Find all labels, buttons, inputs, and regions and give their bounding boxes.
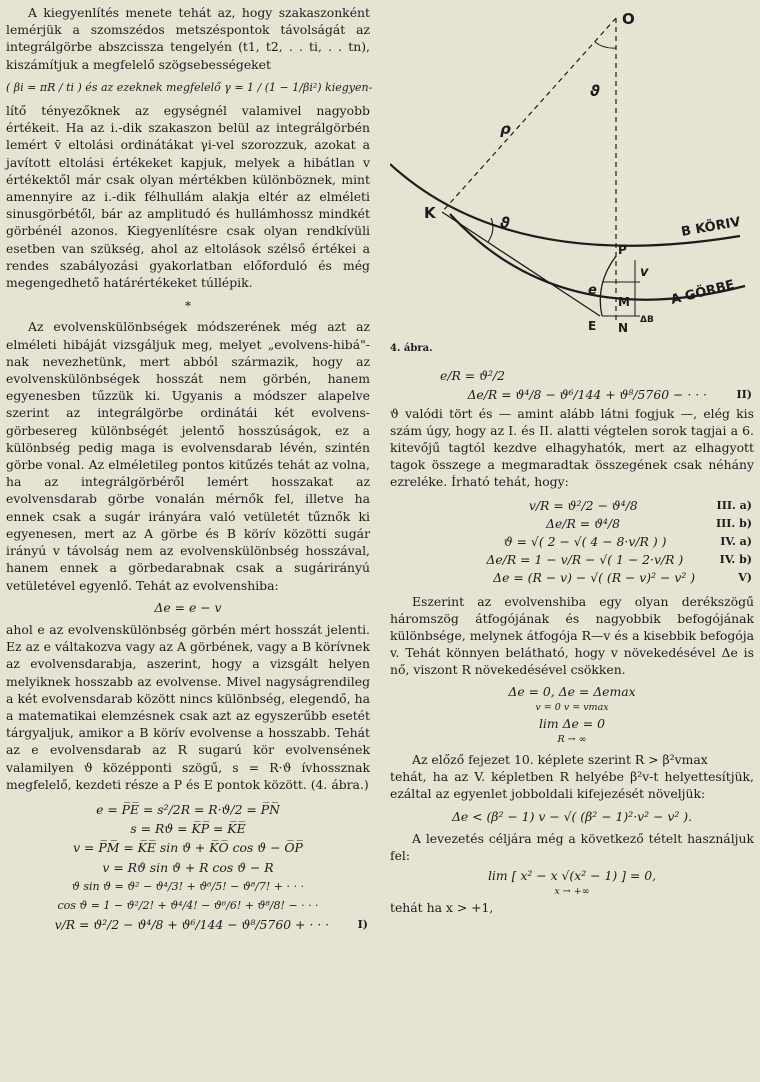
equation-IVa: ϑ = √( 2 − √( 4 − 8·v/R ) ) xyxy=(503,534,667,550)
paragraph-2: Az evolvenskülönbségek módszerének még azt az elméleti hibáját vizsgáljuk meg, melyet „evolvens-hibá"-nak nevezhetünk, mert abból származik, hogy az evolvenskülönbségek hosszát nem görbén, hanem egyenesben tűzzük ki. Ugyanis a módszer alapelve szerint az integrálgörbe ordinátái két evolvens-görbesereg különbségét jelentő hosszúságok, ez a különbség pedig maga is evolvensdarab lévén, szintén görbe vonal. Az elméletileg pontos kitűzés tehát az volna, ha az integrálgörbéről lemért hosszakat az evolvensdarab görbe vonalán mérnők fel, illetve ha ennek csak a sugár irányára való vetületét tűznők ki egyenesen, mert az A görbe és B körív közötti sugár irányú v távolság nem az evolvenskülönbség hosszával, hanem ennek a görbedarabnak csak a sugárirányú vetületével egyenlő. Tehát az evolvenshiba: xyxy=(6,319,370,593)
equation-V-tag: V) xyxy=(738,571,752,585)
equation-IIIa: v/R = ϑ²/2 − ϑ⁴/8 xyxy=(528,497,638,513)
label-theta-o: ϑ xyxy=(590,82,600,100)
label-v: v xyxy=(640,265,649,280)
equation-B2: lim Δe = 0 xyxy=(538,715,606,731)
tangent-ke xyxy=(442,212,600,316)
paragraph-3: ahol e az evolvenskülönbség görbén mért hosszát jelenti. Ez az e váltakozva vagy az A görbének, vagy a B körívnek az evolvensdarabja, aszerint, hogy a vizsgált helyen melyiknek hosszabb az evolvense. Mivel nagyságrendileg a két evolvensdarab között nincs különbség, elegendő, ha a matematikai elemzésnek csak azt az egyszerűbb esetét tárgyaljuk, amikor a B körív evolvense a hosszabb. Tehát az e evolvensdarab az R sugarú kör evolvensének valamilyen ϑ középponti szögű, s = R·ϑ ívhossznak megfelelő, kezdeti része a P és E pontok között. (4. ábra.) xyxy=(6,621,370,792)
equation-IVb: Δe/R = 1 − v/R − √( 1 − 2·v/R ) xyxy=(486,552,684,568)
equation-I-row xyxy=(6,916,370,933)
paragraph-1: A kiegyenlítés menete tehát az, hogy szakaszonként lemérjük a szomszédos metszéspontok távolságát az integrálgörbe abszcissza tengelyén (t1, t2, . . ti, . . tn), kiszámítjuk a megfelelő szögsebességeket xyxy=(6,5,370,72)
equation-V: Δe = (R − v) − √( (R − v)² − v² ) xyxy=(493,570,696,586)
paragraph-7: A levezetés céljára még a következő tételt használjuk fel: xyxy=(390,830,754,864)
paragraph-5: Eszerint az evolvenshiba egy olyan derékszögű háromszög átfogójának és nagyobbik befogójának különbsége, melynek átfogója R—v és a kisebbik befogója v. Tehát könnyen belátható, hogy v növekedésével Δe is nő, viszont R növekedésével csökken. xyxy=(390,593,754,678)
right-column xyxy=(390,4,754,917)
equation-IIIb: Δe/R = ϑ⁴/8 xyxy=(546,515,620,531)
paragraph-1-cont: lítő tényezőknek az egységnél valamivel nagyobb értékeit. Ha az i.-dik szakaszon belül az integrálgörbén lemért v̄ eltolási ordinátákat γi-vel szorozzuk, azokat a javított eltolási értékeket kapjuk, melyek a hibátlan v értékektől már csak olyan mértékben különböznek, mint amennyire az i.-dik félhullám alakja eltér az elméleti sinusgörbétől, bár az amplitudó és hullámhossz mindkét görbénél azonos. Kiegyenlítésre csak olyan rendkívüli esetben van szükség, ahol az eltolások szélső értékei a rendes szabályozási gyakorlatban előforduló és még megengedhető határértékeket túllépik. xyxy=(6,103,370,291)
equation-D: lim [ x² − x √(x² − 1) ] = 0, xyxy=(487,868,657,884)
label-m: M xyxy=(618,295,630,309)
label-rho: ρ xyxy=(500,120,511,138)
equation-D-sub: x → +∞ xyxy=(554,886,590,898)
paragraph-6b: tehát, ha az V. képletben R helyébe β²v-t helyettesítjük, ezáltal az egyenlet jobboldali kifejezését növeljük: xyxy=(390,769,754,802)
equation-4: v = Rϑ sin ϑ + R cos ϑ − R xyxy=(102,859,274,875)
equation-II-row xyxy=(390,386,754,403)
figure-4-diagram xyxy=(390,4,754,338)
equation-V-row xyxy=(390,569,754,586)
equation-I-tag: I) xyxy=(357,918,368,932)
equation-evolvent-error: Δe = e − v xyxy=(154,599,222,615)
formula-beta-gamma: ( βi = πR / ti ) és az ezeknek megfelelő γ = 1 / (1 − 1/βi²) kiegyen- xyxy=(6,80,373,94)
equation-II-tag: II) xyxy=(736,388,752,402)
equation-B2-sub: R → ∞ xyxy=(557,734,587,746)
label-o: O xyxy=(622,10,635,28)
paragraph-8: tehát ha x > +1, xyxy=(390,900,494,916)
equation-C: Δe < (β² − 1) v − √( (β² − 1)²·v² − v² ). xyxy=(451,808,693,824)
equation-IIIb-row xyxy=(390,515,754,532)
equation-2: s = Rϑ = K̅P̅ = K̅E̅ xyxy=(130,821,246,837)
label-n: N xyxy=(618,321,629,335)
paragraph-4: ϑ valódi tört és — amint alább látni fogjuk —, elég kis szám úgy, hogy az I. és II. alatti végtelen sorok tagjai a 6. kitevőjű tagtól kezdve elhagyhatók, mert az elhagyott tagok összege a megmaradtak összegének csak néhány ezreléke. Írható tehát, hogy: xyxy=(390,405,754,490)
equation-IVa-tag: IV. a) xyxy=(720,535,752,549)
label-a-gorbe: A GÖRBE xyxy=(669,277,737,308)
evolvent-pe xyxy=(600,256,616,316)
label-p: P xyxy=(618,243,627,257)
equation-B1: Δe = 0, Δe = Δemax xyxy=(508,683,636,699)
equation-IIIa-tag: III. a) xyxy=(716,498,752,512)
equation-A1: e/R = ϑ²/2 xyxy=(440,368,505,384)
equation-B1-sub: v = 0 v = vmax xyxy=(535,701,609,713)
label-e: E xyxy=(588,319,597,333)
section-separator: * xyxy=(184,298,192,314)
label-k: K xyxy=(424,204,436,222)
equation-1: e = P̅E̅ = s²/2R = R·ϑ/2 = P̅N̅ xyxy=(96,801,280,817)
label-delta-b: ΔB xyxy=(640,315,654,325)
equation-6: cos ϑ = 1 − ϑ²/2! + ϑ⁴/4! − ϑ⁶/6! + ϑ⁸/8! − · · · xyxy=(57,898,319,912)
equation-IVb-row xyxy=(390,551,754,568)
radius-ok xyxy=(442,18,616,212)
equation-5: ϑ sin ϑ = ϑ² − ϑ⁴/3! + ϑ⁶/5! − ϑ⁸/7! + · · · xyxy=(72,879,304,893)
equation-I: v/R = ϑ²/2 − ϑ⁴/8 + ϑ⁶/144 − ϑ⁸/5760 + · · · xyxy=(54,917,330,933)
equation-IVb-tag: IV. b) xyxy=(719,553,752,567)
equation-II: Δe/R = ϑ⁴/8 − ϑ⁶/144 + ϑ⁸/5760 − · · · xyxy=(467,387,708,403)
label-b-koriv: B KÖRIV xyxy=(680,214,742,240)
equation-IIIb-tag: III. b) xyxy=(716,516,752,530)
figure-caption: 4. ábra. xyxy=(390,343,433,354)
equation-IIIa-row xyxy=(390,497,754,514)
equation-IVa-row xyxy=(390,533,754,550)
label-e-small: e xyxy=(588,283,597,298)
left-column xyxy=(6,4,373,934)
label-theta-k: ϑ xyxy=(500,214,510,232)
paragraph-6a: Az előző fejezet 10. képlete szerint R > β²vmax xyxy=(412,752,708,768)
equation-3: v = P̅M̅ = K̅E̅ sin ϑ + K̅O̅ cos ϑ − O̅P̅ xyxy=(73,840,303,856)
